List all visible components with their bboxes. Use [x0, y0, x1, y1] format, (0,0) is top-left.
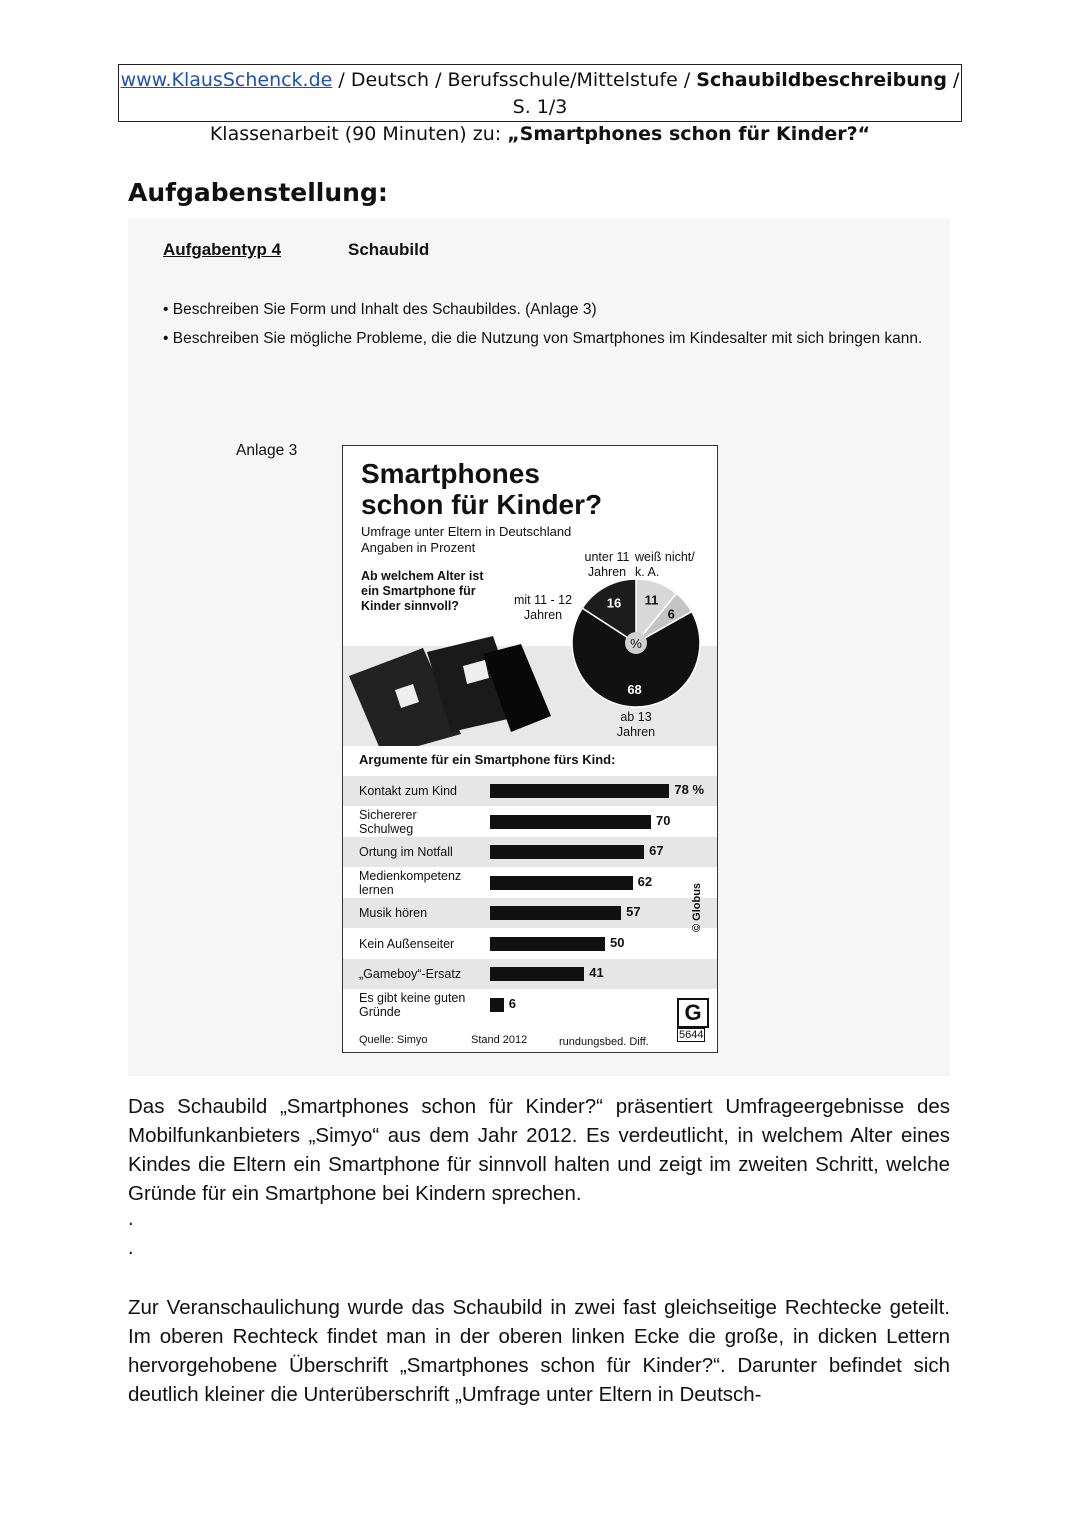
chart-title-line2: schon für Kinder? [361, 489, 603, 520]
task-bullet: • Beschreiben Sie Form und Inhalt des Schaubildes. (Anlage 3) [163, 295, 922, 324]
pie-label-ab13: ab 13 Jahren [616, 710, 656, 739]
bar-row [343, 959, 718, 989]
bar-category-label: Es gibt keine guten Gründe [359, 990, 466, 1019]
pie-center-label: % [630, 636, 642, 651]
bar-value-label: 62 [637, 873, 653, 889]
pie-value-label: 68 [627, 682, 642, 698]
rounding-note: rundungsbed. Diff. [559, 1036, 649, 1048]
header-topic: Schaubildbeschreibung [696, 69, 947, 91]
bar-row [343, 868, 718, 898]
bar-value-label: 6 [508, 995, 517, 1011]
bar-row [343, 990, 718, 1020]
annex-label: Anlage 3 [236, 442, 298, 459]
bar-value-label: 78 % [674, 782, 705, 797]
document-header [118, 64, 962, 145]
bar-row [343, 837, 718, 867]
bar [490, 906, 621, 920]
paragraph-1: Das Schaubild „Smartphones schon für Kinder?“ präsentiert Umfrageergebnisse des Mobilfunkanbieters „Simyo“ aus dem Jahr 2012. Es verdeutlicht, in welchem Alter eines Kindes die Eltern ein Smartphone für sinnvoll halten und zeigt im zweiten Schritt, welche Gründe für ein Smartphone bei Kindern sprechen. [128, 1095, 950, 1205]
pie-label-unknown: weiß nicht/ k. A. [635, 550, 695, 579]
bar-category-label: „Gameboy“-Ersatz [359, 967, 462, 981]
header-line-2 [119, 121, 961, 148]
graphic-number: 5644 [679, 1029, 704, 1041]
bar-category-label: Sichererer Schulweg [359, 807, 417, 836]
site-link[interactable]: www.KlausSchenck.de [120, 69, 333, 91]
header-page: / S. 1/3 [512, 69, 960, 118]
bar [490, 845, 644, 859]
bar [490, 815, 651, 829]
pie-value-label: 11 [644, 592, 659, 608]
task-kind: Schaubild [348, 240, 430, 259]
bar-chart-title: Argumente für ein Smartphone fürs Kind: [359, 752, 616, 767]
bar-row [343, 807, 718, 837]
task-bullet: • Beschreiben Sie mögliche Probleme, die die Nutzung von Smartphones im Kindesalter mit sich bringen kann. [163, 324, 922, 353]
task-type: Aufgabentyp 4 [163, 240, 282, 259]
bar [490, 998, 504, 1012]
header-exam: Klassenarbeit (90 Minuten) zu: [209, 123, 508, 145]
paragraph-2: Zur Veranschaulichung wurde das Schaubild in zwei fast gleichseitige Rechtecke geteilt. Im oberen Rechteck findet man in der oberen linken Ecke die große, in dicken Lettern hervorgehobene Überschrift „Smartphones schon für Kinder?“. Darunter befindet sich deutlich kleiner die Unterüberschrift „Umfrage unter Eltern in Deutsch- [128, 1296, 950, 1406]
chart-subtitle-line2: Angaben in Prozent [361, 540, 476, 555]
source: Quelle: Simyo [359, 1034, 428, 1046]
header-exam-title: „Smartphones schon für Kinder?“ [507, 123, 871, 145]
publisher: © Globus [691, 882, 703, 932]
bar-value-label: 67 [649, 843, 664, 858]
chart-subtitle-line1: Umfrage unter Eltern in Deutschland [361, 524, 572, 539]
separator-dot: . [128, 1237, 134, 1259]
bar-category-label: Medienkompetenz lernen [359, 868, 462, 897]
section-heading: Aufgabenstellung: [128, 178, 388, 207]
bar-value-label: 50 [610, 934, 625, 950]
task-list [163, 295, 922, 353]
globus-logo: G [677, 998, 709, 1028]
header-line-1 [119, 67, 961, 121]
bar-row [343, 898, 718, 928]
pie-value-label: 16 [606, 595, 622, 611]
separator-dot: . [128, 1208, 134, 1230]
pie-label-under11: unter 11 Jahren [584, 550, 630, 579]
chart-title-line1: Smartphones [361, 458, 540, 489]
bar [490, 937, 605, 951]
bar-value-label: 70 [656, 812, 671, 828]
bar-value-label: 57 [626, 904, 641, 919]
bar-row [343, 929, 718, 959]
pie-value-label: 6 [667, 606, 675, 622]
bar-category-label: Kein Außenseiter [359, 936, 455, 951]
bar [490, 784, 669, 798]
stand: Stand 2012 [471, 1034, 528, 1046]
pie-question: Ab welchem Alter ist ein Smartphone für Kinder sinnvoll? [361, 569, 484, 613]
bar [490, 967, 584, 981]
bar-category-label: Musik hören [359, 906, 428, 920]
pie-label-11-12: mit 11 - 12 Jahren [513, 593, 573, 622]
header-path: / Deutsch / Berufsschule/Mittelstufe / [332, 69, 697, 91]
bar-value-label: 41 [589, 965, 604, 980]
infographic [342, 445, 718, 1053]
bar-category-label: Kontakt zum Kind [359, 784, 457, 798]
bar-row [343, 776, 718, 806]
bar-category-label: Ortung im Notfall [359, 845, 453, 859]
bar [490, 876, 633, 890]
